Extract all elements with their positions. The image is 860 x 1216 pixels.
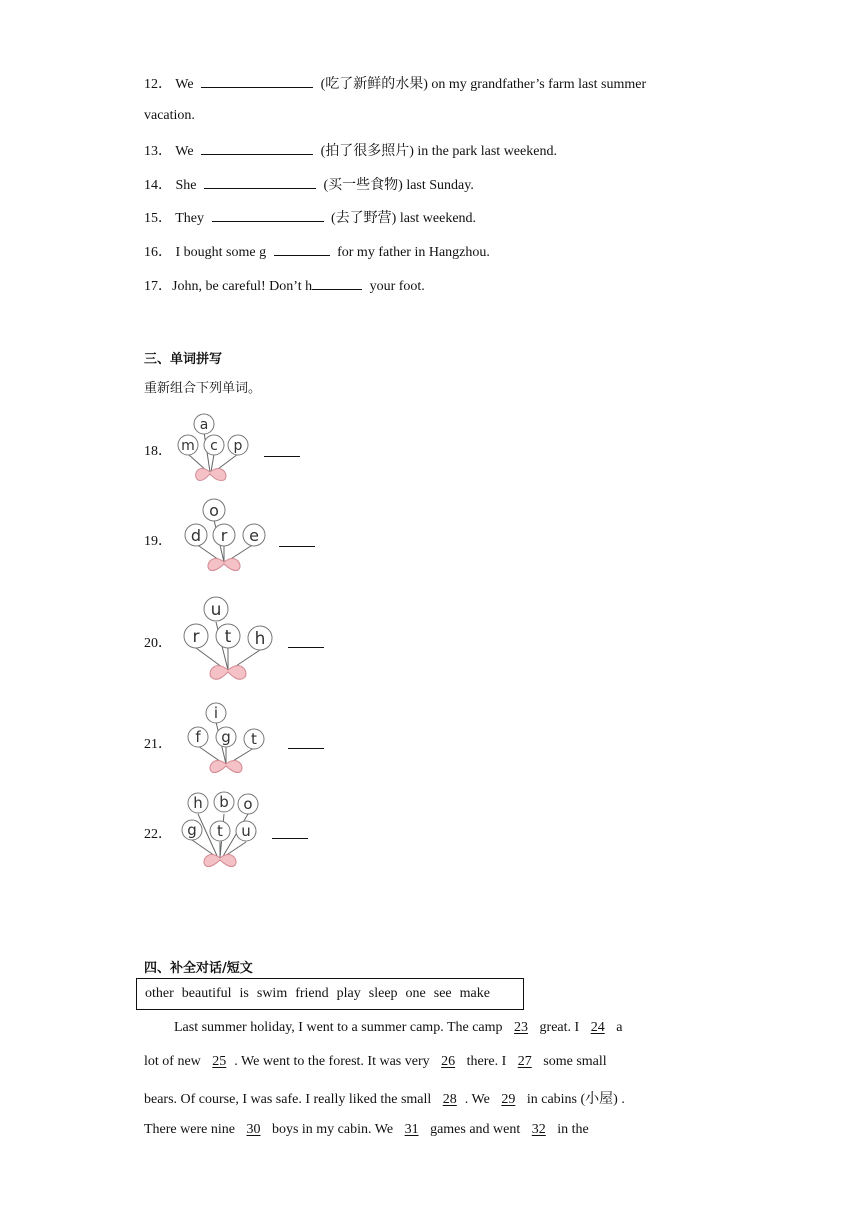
- item-number: 12．: [144, 77, 172, 92]
- blank-number[interactable]: 24: [590, 1020, 605, 1035]
- blank-number[interactable]: 25: [212, 1054, 227, 1069]
- word-bank-item: other: [145, 986, 174, 1001]
- item-subject: We: [175, 144, 194, 159]
- answer-blank[interactable]: [264, 455, 300, 457]
- passage-line: [144, 1122, 589, 1138]
- balloon-letter: g: [221, 728, 231, 746]
- balloon-letter: c: [210, 438, 218, 454]
- item-number: 16．: [144, 245, 172, 260]
- word-bank-item: is: [239, 986, 249, 1001]
- passage-text: games and went: [430, 1122, 521, 1137]
- passage-line: [144, 1088, 625, 1108]
- item-number: 14．: [144, 178, 172, 193]
- balloon-letter: i: [213, 704, 219, 722]
- passage-text: a: [616, 1020, 623, 1035]
- balloon-letter: r: [220, 526, 228, 545]
- balloon-bunch-icon: [180, 700, 276, 780]
- balloon-letter: t: [217, 822, 223, 840]
- item-subject: She: [175, 178, 197, 193]
- balloon-letter: b: [219, 793, 229, 811]
- word-bank-item: make: [459, 986, 490, 1001]
- blank-number[interactable]: 28: [442, 1092, 457, 1107]
- word-bank-item: play: [336, 986, 361, 1001]
- answer-blank[interactable]: [204, 174, 316, 189]
- item-hint: (吃了新鲜的水果) on my grandfather’s farm last summer: [320, 77, 647, 92]
- passage-text: lot of new: [144, 1054, 201, 1069]
- answer-blank[interactable]: [288, 646, 324, 648]
- passage-text: some small: [543, 1054, 607, 1069]
- balloon-letter: e: [249, 526, 259, 545]
- item-number: 17．: [144, 279, 172, 294]
- passage-text: there. I: [466, 1054, 507, 1069]
- item-17: [144, 275, 425, 297]
- balloon-letter: m: [181, 438, 195, 454]
- passage-text: in the: [557, 1122, 589, 1137]
- item-subject: They: [175, 211, 205, 226]
- answer-blank[interactable]: [201, 73, 313, 88]
- item-subject: John, be careful! Don’t h: [172, 279, 313, 294]
- item-16: [144, 241, 490, 263]
- item-15: [144, 207, 476, 229]
- section-3-instruction: 重新组合下列单词。: [144, 381, 262, 396]
- passage-text: bears. Of course, I was safe. I really liked the small: [144, 1092, 432, 1107]
- word-bank-item: see: [433, 986, 452, 1001]
- balloon-letter: g: [187, 821, 197, 839]
- blank-number[interactable]: 23: [514, 1020, 529, 1035]
- answer-blank[interactable]: [212, 207, 324, 222]
- balloon-letter: h: [254, 629, 266, 649]
- balloon-letter: u: [241, 822, 251, 840]
- balloon-letter: p: [233, 438, 243, 454]
- blank-number[interactable]: 32: [531, 1122, 546, 1137]
- balloon-letter: t: [224, 627, 232, 647]
- item-hint: (去了野营) last weekend.: [331, 211, 477, 226]
- item-number: 18．: [144, 444, 172, 459]
- passage-text: . We went to the forest. It was very: [234, 1054, 430, 1069]
- balloon-letter: h: [193, 794, 203, 812]
- balloon-letter: f: [195, 728, 201, 746]
- answer-blank[interactable]: [272, 837, 308, 839]
- balloon-bunch-icon: [176, 788, 266, 874]
- balloon-letter: d: [190, 526, 202, 545]
- item-hint: (拍了很多照片) in the park last weekend.: [320, 144, 557, 159]
- section-4-title: 四、补全对话/短文: [144, 961, 253, 976]
- balloon-letter: t: [251, 730, 257, 748]
- item-14: [144, 174, 474, 196]
- word-bank-item: swim: [256, 986, 288, 1001]
- item-12-continuation: vacation.: [144, 108, 195, 123]
- passage-line: [144, 1054, 607, 1070]
- item-subject: We: [175, 77, 194, 92]
- balloon-letter: o: [243, 795, 253, 813]
- passage-line: [174, 1020, 622, 1036]
- balloon-letter: u: [210, 600, 222, 620]
- blank-number[interactable]: 29: [501, 1092, 516, 1107]
- passage-text: in cabins (小屋) .: [526, 1092, 625, 1107]
- balloon-bunch-icon: [168, 410, 264, 488]
- balloon-letter: a: [199, 417, 209, 433]
- answer-blank[interactable]: [288, 747, 324, 749]
- item-number: 20．: [144, 636, 172, 651]
- answer-blank[interactable]: [274, 241, 330, 256]
- passage-text: . We: [464, 1092, 490, 1107]
- item-number: 15．: [144, 211, 172, 226]
- balloon-letter: o: [209, 501, 219, 520]
- answer-blank[interactable]: [279, 545, 315, 547]
- item-12: [144, 73, 646, 95]
- item-subject: I bought some g: [175, 245, 267, 260]
- balloon-bunch-icon: [176, 594, 280, 686]
- balloon-bunch-icon: [176, 496, 272, 578]
- balloon-letter: r: [192, 627, 200, 647]
- item-number: 13．: [144, 144, 172, 159]
- passage-text: great. I: [539, 1020, 580, 1035]
- word-bank-item: sleep: [368, 986, 398, 1001]
- blank-number[interactable]: 27: [517, 1054, 532, 1069]
- answer-blank[interactable]: [312, 275, 362, 290]
- item-13: [144, 140, 557, 162]
- item-number: 22．: [144, 827, 172, 842]
- word-bank: [136, 978, 524, 1010]
- word-bank-item: friend: [295, 986, 329, 1001]
- answer-blank[interactable]: [201, 140, 313, 155]
- item-hint: (买一些食物) last Sunday.: [323, 178, 474, 193]
- passage-text: There were nine: [144, 1122, 235, 1137]
- blank-number[interactable]: 30: [246, 1122, 261, 1137]
- blank-number[interactable]: 26: [441, 1054, 456, 1069]
- passage-text: boys in my cabin. We: [271, 1122, 394, 1137]
- section-3-title: 三、单词拼写: [144, 352, 223, 367]
- item-number: 21．: [144, 737, 172, 752]
- blank-number[interactable]: 31: [404, 1122, 419, 1137]
- word-bank-item: beautiful: [181, 986, 232, 1001]
- passage-text: Last summer holiday, I went to a summer camp. The camp: [174, 1020, 503, 1035]
- item-number: 19．: [144, 534, 172, 549]
- word-bank-item: one: [405, 986, 426, 1001]
- item-hint: your foot.: [369, 279, 425, 294]
- item-hint: for my father in Hangzhou.: [337, 245, 490, 260]
